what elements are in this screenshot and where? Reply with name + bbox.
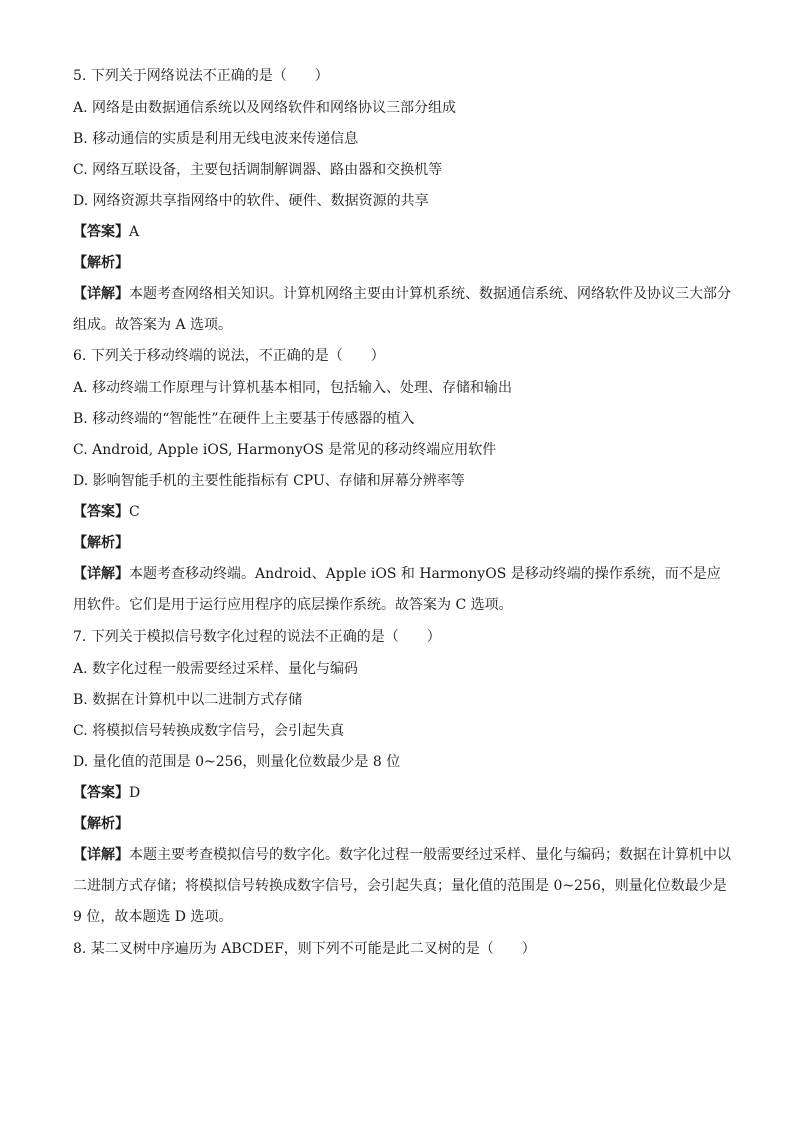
- question-6-option-d: D. 影响智能手机的主要性能指标有 CPU、存储和屏幕分辨率等: [73, 473, 465, 489]
- detail-text: 本题考查网络相关知识。计算机网络主要由计算机系统、数据通信系统、网络软件及协议三大部分组成。故答案为 A 选项。: [73, 286, 731, 333]
- question-7-detail: [73, 840, 733, 933]
- question-5-answer: [73, 222, 733, 242]
- question-6-option-b: B. 移动终端的“智能性”在硬件上主要基于传感器的植入: [73, 411, 415, 427]
- question-7-option-c: C. 将模拟信号转换成数字信号，会引起失真: [73, 723, 345, 739]
- question-5-analysis-label: 【解析】: [73, 255, 129, 271]
- detail-label: 【详解】: [73, 286, 129, 302]
- answer-value: A: [129, 224, 140, 240]
- answer-value: C: [129, 504, 140, 520]
- question-7-option-d: D. 量化值的范围是 0~256，则量化位数最少是 8 位: [73, 754, 401, 770]
- question-5-detail: [73, 279, 733, 341]
- question-7-stem: 7. 下列关于模拟信号数字化过程的说法不正确的是（ ）: [73, 629, 441, 645]
- question-7-answer: [73, 783, 733, 803]
- answer-value: D: [129, 785, 141, 801]
- answer-label: 【答案】: [73, 504, 129, 520]
- question-6-analysis-label: 【解析】: [73, 535, 129, 551]
- question-7-analysis-label: 【解析】: [73, 816, 129, 832]
- question-5-stem: 5. 下列关于网络说法不正确的是（ ）: [73, 68, 329, 84]
- question-5-option-c: C. 网络互联设备，主要包括调制解调器、路由器和交换机等: [73, 162, 443, 178]
- question-6-option-c: C. Android, Apple iOS, HarmonyOS 是常见的移动终端应用软件: [73, 442, 497, 458]
- question-6-stem: 6. 下列关于移动终端的说法，不正确的是（ ）: [73, 348, 385, 364]
- question-5-option-d: D. 网络资源共享指网络中的软件、硬件、数据资源的共享: [73, 193, 429, 209]
- detail-text: 本题考查移动终端。Android、Apple iOS 和 HarmonyOS 是移动终端的操作系统，而不是应用软件。它们是用于运行应用程序的底层操作系统。故答案为 C 选项。: [73, 566, 721, 613]
- question-7-option-b: B. 数据在计算机中以二进制方式存储: [73, 692, 303, 708]
- detail-text: 本题主要考查模拟信号的数字化。数字化过程一般需要经过采样、量化与编码；数据在计算机中以二进制方式存储；将模拟信号转换成数字信号，会引起失真；量化值的范围是 0~256，则量化位数最少是 9 位，故本题选 D 选项。: [73, 847, 731, 925]
- question-5-option-b: B. 移动通信的实质是利用无线电波来传递信息: [73, 131, 359, 147]
- question-6-detail: [73, 559, 733, 621]
- question-6-answer: [73, 502, 733, 522]
- answer-label: 【答案】: [73, 224, 129, 240]
- question-8-stem: 8. 某二叉树中序遍历为 ABCDEF，则下列不可能是此二叉树的是（ ）: [73, 941, 536, 957]
- detail-label: 【详解】: [73, 847, 129, 863]
- question-5-option-a: A. 网络是由数据通信系统以及网络软件和网络协议三部分组成: [73, 100, 457, 116]
- answer-label: 【答案】: [73, 785, 129, 801]
- detail-label: 【详解】: [73, 566, 129, 582]
- question-6-option-a: A. 移动终端工作原理与计算机基本相同，包括输入、处理、存储和输出: [73, 380, 513, 396]
- question-7-option-a: A. 数字化过程一般需要经过采样、量化与编码: [73, 661, 359, 677]
